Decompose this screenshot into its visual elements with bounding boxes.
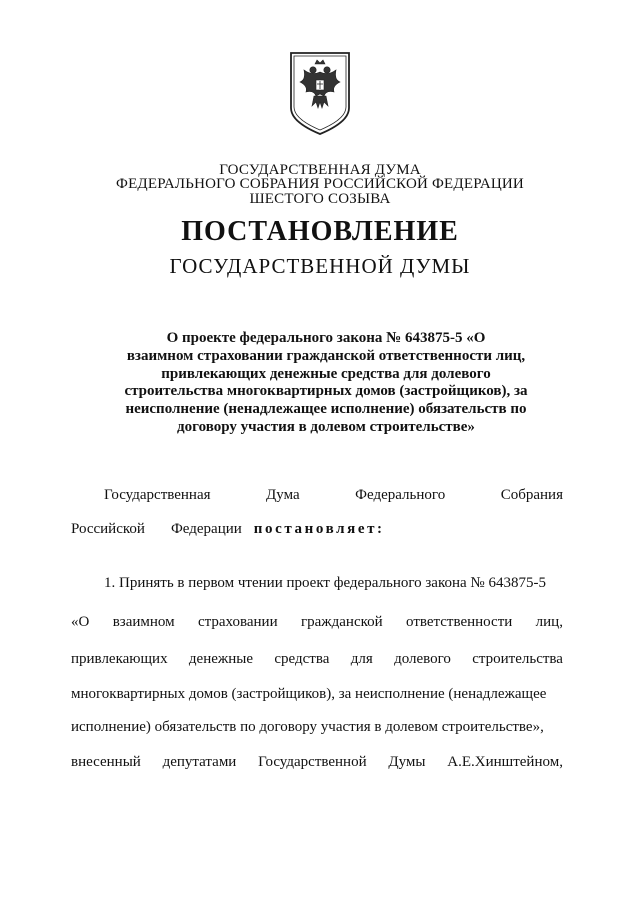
intro-word: Российской	[71, 521, 145, 537]
clause-word: А.Е.Хинштейном,	[447, 754, 563, 770]
clause-word: долевого	[394, 651, 451, 667]
clause-word: страховании	[197, 614, 278, 630]
clause-word: внесенный	[71, 754, 141, 770]
coat-of-arms-emblem	[288, 50, 352, 136]
clause-1-line-2	[71, 614, 563, 631]
intro-line-2	[71, 521, 563, 538]
clause-word: гражданской	[300, 614, 383, 630]
subject-line: строительства многоквартирных домов (застройщиков), за	[124, 383, 528, 400]
subject-line: О проекте федерального закона № 643875-5 «О	[166, 330, 486, 346]
org-line-state-duma: ГОСУДАРСТВЕННАЯ ДУМА	[219, 162, 421, 178]
intro-line-1	[104, 487, 563, 504]
clause-word: ответственности	[406, 614, 513, 630]
subject-line: договору участия в долевом строительстве»	[177, 418, 475, 435]
intro-word: Собрания	[500, 487, 563, 503]
subject-line: неисполнение (ненадлежащее исполнение) обязательств по	[125, 401, 527, 418]
subject-line: взаимном страховании гражданской ответственности лиц,	[126, 347, 526, 364]
resolution-subject	[96, 330, 556, 437]
clause-1-line-6	[71, 754, 563, 771]
clause-word: лиц,	[535, 614, 563, 630]
clause-word: Государственной	[258, 754, 367, 770]
clause-word: Думы	[388, 754, 426, 770]
clause-word: привлекающих	[71, 651, 168, 667]
clause-word: «О	[71, 614, 90, 630]
document-subtitle: ГОСУДАРСТВЕННОЙ ДУМЫ	[169, 254, 471, 278]
intro-word: Федерального	[355, 487, 446, 503]
decrees-word: постановляет:	[253, 521, 385, 537]
clause-word: для	[350, 651, 373, 667]
document-title: ПОСТАНОВЛЕНИЕ	[181, 216, 459, 247]
clause-word: денежные	[188, 651, 254, 667]
clause-word: взаимном	[112, 614, 175, 630]
clause-1-line-1: 1. Принять в первом чтении проект федерального закона № 643875-5	[104, 575, 546, 591]
subject-line: привлекающих денежные средства для долевого	[161, 365, 491, 382]
intro-word: Дума	[266, 487, 300, 503]
org-line-convocation: ШЕСТОГО СОЗЫВА	[249, 191, 391, 207]
clause-1-line-3	[71, 651, 563, 668]
clause-1-line-4: многоквартирных домов (застройщиков), за неисполнение (ненадлежащее	[71, 686, 547, 702]
intro-word: Государственная	[104, 487, 211, 503]
clause-word: строительства	[472, 651, 563, 667]
clause-word: депутатами	[162, 754, 237, 770]
intro-word: Федерации	[170, 521, 242, 537]
clause-word: средства	[274, 651, 330, 667]
org-line-federal-assembly: ФЕДЕРАЛЬНОГО СОБРАНИЯ РОССИЙСКОЙ ФЕДЕРАЦИИ	[116, 176, 524, 192]
clause-1-line-5: исполнение) обязательств по договору участия в долевом строительстве»,	[71, 719, 544, 735]
